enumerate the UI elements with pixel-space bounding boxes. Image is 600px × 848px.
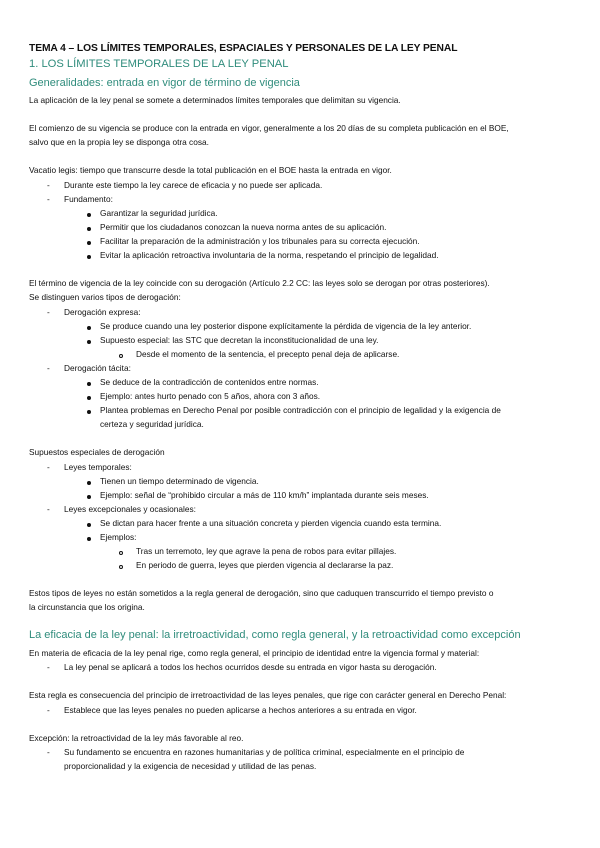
list-item: Ejemplos: [100,532,137,542]
bullet-dot [87,523,91,527]
list-item: Se dictan para hacer frente a una situación concreta y pierden vigencia cuando esta termina. [100,518,442,528]
list-item: Tienen un tiempo determinado de vigencia. [100,476,259,486]
page-title: TEMA 4 – LOS LÍMITES TEMPORALES, ESPACIALES Y PERSONALES DE LA LEY PENAL [29,43,458,54]
list-item: Establece que las leyes penales no pueden aplicarse a hechos anteriores a su entrada en vigor. [64,705,417,715]
list-item: Permitir que los ciudadanos conozcan la nueva norma antes de su aplicación. [100,222,387,232]
list-item: Garantizar la seguridad jurídica. [100,208,218,218]
bullet-circle [119,551,123,555]
dash-marker: - [47,363,50,373]
list-item: Desde el momento de la sentencia, el precepto penal deja de aplicarse. [136,349,400,359]
dash-marker: - [47,462,50,472]
paragraph: la circunstancia que los origina. [29,602,145,612]
paragraph: Esta regla es consecuencia del principio de irretroactividad de las leyes penales, que rige con carácter general en Derecho Penal: [29,690,507,700]
paragraph: Vacatio legis: tiempo que transcurre desde la total publicación en el BOE hasta la entrada en vigor. [29,165,392,175]
bullet-dot [87,382,91,386]
list-item: Se produce cuando una ley posterior dispone explícitamente la pérdida de vigencia de la ley anterior. [100,321,472,331]
paragraph: El término de vigencia de la ley coincide con su derogación (Artículo 2.2 CC: las leyes solo se derogan por otras posteriores). [29,278,490,288]
dash-marker: - [47,504,50,514]
bullet-dot [87,340,91,344]
dash-marker: - [47,180,50,190]
list-item: Ejemplo: antes hurto penado con 5 años, ahora con 3 años. [100,391,321,401]
bullet-dot [87,495,91,499]
bullet-dot [87,213,91,217]
subsection-heading: La eficacia de la ley penal: la irretroactividad, como regla general, y la retroactividad como excepción [29,629,521,641]
dash-marker: - [47,307,50,317]
bullet-dot [87,481,91,485]
paragraph: Excepción: la retroactividad de la ley más favorable al reo. [29,733,244,743]
subsection-heading: Generalidades: entrada en vigor de término de vigencia [29,77,300,89]
list-item: Su fundamento se encuentra en razones humanitarias y de política criminal, especialmente en el principio de [64,747,465,757]
list-item: Leyes temporales: [64,462,132,472]
bullet-circle [119,565,123,569]
list-item: Durante este tiempo la ley carece de eficacia y no puede ser aplicada. [64,180,323,190]
list-item: Tras un terremoto, ley que agrave la pena de robos para evitar pillajes. [136,546,397,556]
paragraph: salvo que en la propia ley se disponga otra cosa. [29,137,209,147]
list-item: Se deduce de la contradicción de contenidos entre normas. [100,377,319,387]
list-item: Derogación expresa: [64,307,141,317]
bullet-dot [87,537,91,541]
paragraph: El comienzo de su vigencia se produce con la entrada en vigor, generalmente a los 20 días de su completa publicación en el BOE, [29,123,509,133]
list-item: Fundamento: [64,194,113,204]
list-item: Leyes excepcionales y ocasionales: [64,504,196,514]
list-item: Supuesto especial: las STC que decretan la inconstitucionalidad de una ley. [100,335,379,345]
list-item-continuation: certeza y seguridad jurídica. [100,419,204,429]
dash-marker: - [47,747,50,757]
bullet-dot [87,255,91,259]
list-item: Evitar la aplicación retroactiva involuntaria de la norma, respetando el principio de legalidad. [100,250,439,260]
bullet-dot [87,326,91,330]
bullet-dot [87,410,91,414]
list-item: Facilitar la preparación de la administración y los tribunales para su correcta ejecución. [100,236,420,246]
bullet-dot [87,227,91,231]
paragraph: Estos tipos de leyes no están sometidos a la regla general de derogación, sino que caduquen transcurrido el tiempo previsto o [29,588,494,598]
list-item: La ley penal se aplicará a todos los hechos ocurridos desde su entrada en vigor hasta su derogación. [64,662,437,672]
list-item-continuation: proporcionalidad y la exigencia de necesidad y utilidad de las penas. [64,761,317,771]
section-heading: 1. LOS LÍMITES TEMPORALES DE LA LEY PENAL [29,58,289,70]
bullet-dot [87,241,91,245]
dash-marker: - [47,194,50,204]
list-item: Plantea problemas en Derecho Penal por posible contradicción con el principio de legalidad y la exigencia de [100,405,501,415]
paragraph: Supuestos especiales de derogación [29,447,165,457]
paragraph: En materia de eficacia de la ley penal rige, como regla general, el principio de identidad entre la vigencia formal y material: [29,648,480,658]
dash-marker: - [47,662,50,672]
list-item: En periodo de guerra, leyes que pierden vigencia al declararse la paz. [136,560,394,570]
bullet-dot [87,396,91,400]
dash-marker: - [47,705,50,715]
paragraph: La aplicación de la ley penal se somete a determinados límites temporales que delimitan su vigencia. [29,95,401,105]
bullet-circle [119,354,123,358]
paragraph: Se distinguen varios tipos de derogación: [29,292,181,302]
list-item: Ejemplo: señal de “prohibido circular a más de 110 km/h” implantada durante seis meses. [100,490,429,500]
list-item: Derogación tácita: [64,363,131,373]
